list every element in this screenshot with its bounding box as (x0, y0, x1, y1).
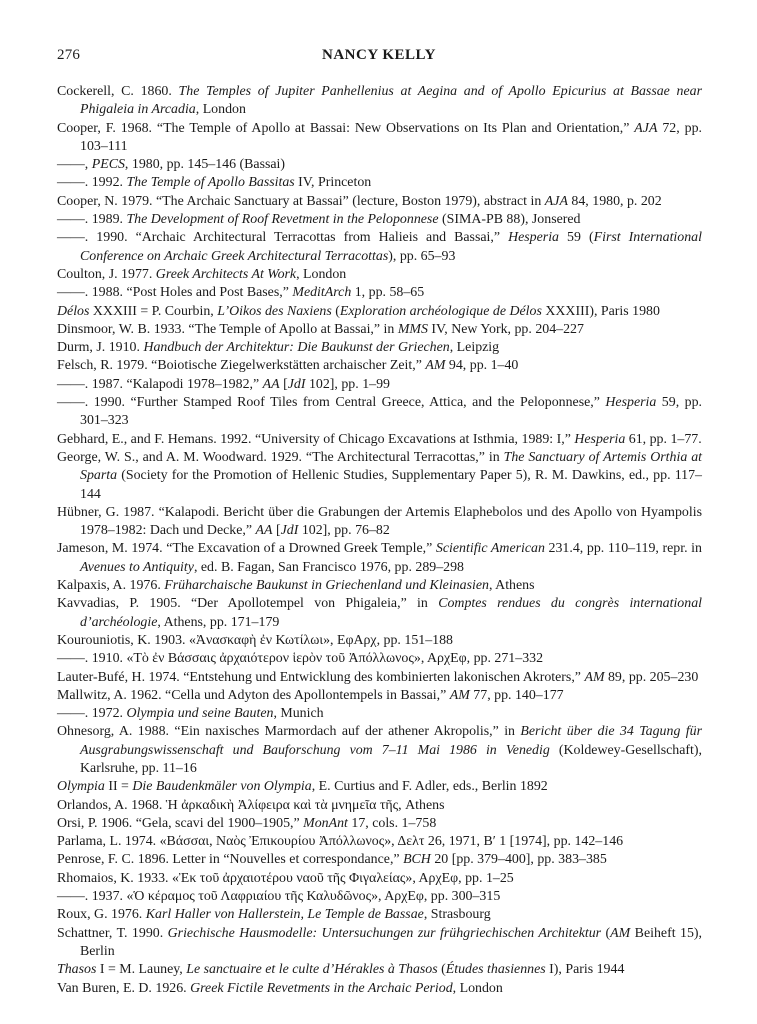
bibliography-entry (57, 577, 702, 595)
bibliography-entry (57, 357, 702, 375)
entry-text: ——. 1990. “Archaic Architectural Terracottas from Halieis and Bassai,” (57, 230, 509, 246)
entry-title-italic: Exploration archéologique de Délos (339, 303, 542, 319)
bibliography-entry (57, 925, 702, 962)
entry-text: Jameson, M. 1974. “The Excavation of a Drowned Greek Temple,” (57, 541, 436, 557)
entry-text: Kalpaxis, A. 1976. (57, 578, 165, 594)
entry-title-italic: AJA (634, 120, 658, 136)
entry-title-italic: First International Conference on Archaic Greek Architectural Terracottas (80, 230, 702, 264)
entry-text: 61, pp. 1–77. (625, 431, 702, 447)
entry-title-italic: Handbuch der Architektur: Die Baukunst der Griechen (143, 340, 450, 356)
entry-text: 59 ( (559, 230, 594, 246)
entry-title-italic: JdI (287, 376, 306, 392)
entry-title-italic: MMS (397, 321, 428, 337)
entry-text: [ (279, 376, 288, 392)
entry-text: Orsi, P. 1906. “Gela, scavi del 1900–1905,” (57, 815, 304, 831)
entry-text: Coulton, J. 1977. (57, 266, 156, 282)
entry-title-italic: Avenues to Antiquity (80, 559, 194, 575)
entry-text: Cockerell, C. 1860. (57, 84, 179, 99)
bibliography-entry (57, 156, 702, 174)
entry-title-italic: Études thasiennes (445, 962, 546, 978)
bibliography-entry (57, 851, 702, 869)
entry-title-italic: Hesperia (508, 230, 560, 246)
bibliography-entry (57, 394, 702, 431)
entry-text: 84, 1980, p. 202 (567, 193, 662, 209)
entry-text: Ohnesorg, A. 1988. “Ein naxisches Marmordach auf der athener Akropolis,” in (57, 724, 521, 740)
entry-title-italic: AJA (544, 193, 568, 209)
entry-text: , London (452, 980, 503, 996)
entry-title-italic: Olympia (57, 779, 105, 795)
entry-title-italic: PECS (91, 157, 125, 173)
entry-text: ——. 1988. “Post Holes and Post Bases,” (57, 285, 293, 301)
entry-text: ——. 1937. «Ὁ κέραμος τοῦ Λαφριαίου τῆς Καλυδῶνος», ΑρχΕφ, pp. 300–315 (57, 889, 501, 905)
entry-title-italic: AM (584, 669, 605, 685)
entry-title-italic: Die Baudenkmäler von Olympia (132, 779, 312, 795)
entry-text: 59, pp. 301–323 (80, 395, 703, 429)
entry-text: 1, pp. 58–65 (351, 285, 425, 301)
bibliography-entry (57, 449, 702, 504)
bibliography-entry (57, 870, 702, 888)
entry-text: Kourouniotis, K. 1903. «Ἀνασκαφὴ ἐν Κωτίλωι», ΕφΑρχ, pp. 151–188 (57, 632, 453, 648)
entry-text: 17, cols. 1–758 (347, 815, 437, 831)
entry-text: ——. 1989. (57, 212, 127, 228)
entry-text: [ (272, 523, 281, 539)
bibliography-entry (57, 723, 702, 778)
bibliography-entry (57, 83, 702, 120)
entry-text: ——, (57, 157, 92, 173)
entry-text: 102], pp. 1–99 (305, 376, 390, 392)
entry-text: (Society for the Promotion of Hellenic Studies, Supplementary Paper 5), R. M. Dawkins, ed., pp. 117–144 (80, 468, 702, 502)
entry-text: Lauter-Bufé, H. 1974. “Entstehung und Entwicklung des kombinierten lakonischen Akroters,” (57, 669, 585, 685)
entry-text: , Athens (488, 578, 535, 594)
entry-title-italic: Le sanctuaire et le culte d’Hérakles à Thasos (186, 962, 438, 978)
entry-title-italic: JdI (280, 523, 299, 539)
entry-title-italic: Hesperia (574, 431, 626, 447)
bibliography-entry (57, 595, 702, 632)
entry-title-italic: AM (425, 358, 446, 374)
entry-text: II = (104, 779, 133, 795)
page-number: 276 (57, 47, 81, 63)
entry-text: 94, pp. 1–40 (445, 358, 519, 374)
bibliography-entry (57, 980, 702, 998)
entry-text: , London (296, 266, 347, 282)
entry-text: XXXIII), Paris 1980 (541, 303, 660, 319)
entry-text: Cooper, N. 1979. “The Archaic Sanctuary at Bassai” (lecture, Boston 1979), abstract in (57, 193, 545, 209)
bibliography-entry (57, 833, 702, 851)
entry-text: Kavvadias, P. 1905. “Der Apollotempel von Phigaleia,” in (57, 596, 439, 612)
entry-text: (Koldewey-Gesellschaft), Karlsruhe, pp. 11–16 (80, 742, 702, 776)
entry-title-italic: Karl Haller von Hallerstein, Le Temple de Bassae (145, 907, 424, 923)
entry-text: Rhomaios, K. 1933. «Ἐκ τοῦ ἀρχαιοτέρου ναοῦ τῆς Φιγαλείας», ΑρχΕφ, pp. 1–25 (57, 870, 514, 886)
entry-text: ( (437, 962, 446, 978)
bibliography-entry (57, 540, 702, 577)
entry-text: 231.4, pp. 110–119, repr. in (544, 541, 702, 557)
entry-text: , Munich (273, 706, 324, 722)
bibliography-entry (57, 888, 702, 906)
entry-title-italic: The Sanctuary of Artemis Orthia at Sparta (80, 449, 702, 484)
entry-text: IV, Princeton (294, 175, 372, 191)
entry-text: ), pp. 65–93 (388, 248, 456, 264)
bibliography-entry (57, 266, 702, 284)
entry-text: 77, pp. 140–177 (469, 687, 564, 703)
entry-text: Durm, J. 1910. (57, 340, 144, 356)
entry-text: Gebhard, E., and F. Hemans. 1992. “University of Chicago Excavations at Isthmia, 1989: I,” (57, 431, 575, 447)
entry-title-italic: Comptes rendues du congrès international d’archéologie (80, 596, 702, 630)
entry-text: , Athens, pp. 171–179 (157, 614, 280, 630)
entry-title-italic: Früharchaische Baukunst in Griechenland und Kleinasien (164, 578, 489, 594)
entry-title-italic: MeditArch (292, 285, 352, 301)
entry-text: Orlandos, A. 1968. Ἡ ἀρκαδικὴ Ἀλίφειρα καὶ τὰ μνημεῖα τῆς, Athens (57, 797, 445, 813)
page-header (57, 47, 701, 67)
bibliography-entry (57, 504, 702, 541)
entry-text: , 1980, pp. 145–146 (Bassai) (124, 157, 286, 173)
entry-title-italic: Griechische Hausmodelle: Untersuchungen zur frühgriechischen Architektur (167, 925, 602, 941)
entry-title-italic: Greek Architects At Work (155, 266, 297, 282)
entry-text: , ed. B. Fagan, San Francisco 1976, pp. 289–298 (193, 559, 465, 575)
entry-title-italic: Délos (57, 303, 90, 319)
bibliography-entry (57, 339, 702, 357)
bibliography-entry (57, 174, 702, 192)
entry-text: Felsch, R. 1979. “Boiotische Ziegelwerkstätten archaischer Zeit,” (57, 358, 426, 374)
bibliography-entry (57, 687, 702, 705)
entry-title-italic: Hesperia (605, 395, 657, 411)
entry-text: Roux, G. 1976. (57, 907, 146, 923)
bibliography-entry (57, 376, 702, 394)
entry-text: ——. 1992. (57, 175, 127, 191)
entry-text: ——. 1987. “Kalapodi 1978–1982,” (57, 376, 263, 392)
entry-text: 20 [pp. 379–400], pp. 383–385 (430, 852, 607, 868)
bibliography-entry (57, 961, 702, 979)
running-head: NANCY KELLY (322, 47, 436, 63)
entry-title-italic: AM (449, 687, 470, 703)
bibliography-entry (57, 193, 702, 211)
bibliography-entry (57, 632, 702, 650)
entry-text: ——. 1910. «Τὸ ἐν Βάσσαις ἀρχαιότερον ἱερὸν τοῦ Ἀπόλλωνος», ΑρχΕφ, pp. 271–332 (57, 651, 544, 667)
entry-text: Parlama, L. 1974. «Βάσσαι, Ναὸς Ἐπικουρίου Ἀπόλλωνος», Δελτ 26, 1971, Β′ 1 [1974], pp. 142–146 (57, 834, 624, 850)
entry-text: IV, New York, pp. 204–227 (427, 321, 584, 337)
entry-text: Dinsmoor, W. B. 1933. “The Temple of Apollo at Bassai,” in (57, 321, 398, 337)
bibliography-entry (57, 284, 702, 302)
bibliography-entry (57, 303, 702, 321)
entry-title-italic: Bericht über die 34 Tagung für Ausgrabungswissenschaft und Bauforschung vom 7–11 Mai 1986 in Venedig (80, 724, 702, 758)
entry-text: Hübner, G. 1987. “Kalapodi. Bericht über die Grabungen der Artemis Elaphebolos und des Apollo von Hyampolis 1978–1982: Dach und Decke,” (57, 504, 702, 539)
bibliography (57, 83, 702, 998)
bibliography-entry (57, 705, 702, 723)
entry-text: ( (601, 925, 611, 941)
bibliography-entry (57, 778, 702, 796)
entry-title-italic: MonAnt (303, 815, 348, 831)
entry-text: ( (331, 303, 340, 319)
bibliography-entry (57, 211, 702, 229)
entry-title-italic: Scientific American (435, 541, 545, 557)
entry-text: , E. Curtius and F. Adler, eds., Berlin 1892 (311, 779, 548, 795)
entry-title-italic: L’Oikos des Naxiens (217, 303, 332, 319)
entry-text: I), Paris 1944 (545, 962, 625, 978)
entry-text: Van Buren, E. D. 1926. (57, 980, 191, 996)
bibliography-entry (57, 815, 702, 833)
bibliography-entry (57, 797, 702, 815)
bibliography-entry (57, 906, 702, 924)
entry-text: Cooper, F. 1968. “The Temple of Apollo at Bassai: New Observations on Its Plan and Orientation,” (57, 120, 635, 136)
entry-text: , London (195, 102, 246, 118)
entry-text: 89, pp. 205–230 (604, 669, 699, 685)
entry-text: ——. 1972. (57, 706, 127, 722)
bibliography-entry (57, 650, 702, 668)
bibliography-entry (57, 431, 702, 449)
entry-text: Penrose, F. C. 1896. Letter in “Nouvelles et correspondance,” (57, 852, 404, 868)
bibliography-entry (57, 120, 702, 157)
entry-title-italic: AM (610, 925, 631, 941)
entry-text: Schattner, T. 1990. (57, 925, 168, 941)
entry-title-italic: AA (262, 376, 280, 392)
entry-title-italic: The Temple of Apollo Bassitas (126, 175, 295, 191)
entry-text: , Strasbourg (423, 907, 491, 923)
entry-text: 72, pp. 103–111 (80, 120, 702, 154)
entry-text: XXXIII = P. Courbin, (89, 303, 218, 319)
bibliography-entry (57, 229, 702, 266)
entry-text: Beiheft 15), Berlin (80, 925, 702, 959)
entry-title-italic: The Development of Roof Revetment in the Peloponnese (126, 212, 439, 228)
entry-text: ——. 1990. “Further Stamped Roof Tiles from Central Greece, Attica, and the Peloponnese,” (57, 395, 606, 411)
entry-text: 102], pp. 76–82 (298, 523, 390, 539)
entry-text: , Leipzig (449, 340, 500, 356)
entry-title-italic: Olympia und seine Bauten (126, 706, 274, 722)
entry-title-italic: Thasos (57, 962, 97, 978)
entry-title-italic: BCH (403, 852, 431, 868)
bibliography-entry (57, 321, 702, 339)
entry-title-italic: The Temples of Jupiter Panhellenius at Aegina and of Apollo Epicurius at Bassae near Phigaleia in Arcadia (80, 84, 702, 118)
entry-title-italic: Greek Fictile Revetments in the Archaic Period (190, 980, 453, 996)
entry-title-italic: AA (255, 523, 273, 539)
bibliography-entry (57, 669, 702, 687)
entry-text: George, W. S., and A. M. Woodward. 1929. “The Architectural Terracottas,” in (57, 449, 504, 465)
entry-text: (SIMA-PB 88), Jonsered (438, 212, 581, 228)
entry-text: Mallwitz, A. 1962. “Cella und Adyton des Apollontempels in Bassai,” (57, 687, 450, 703)
entry-text: I = M. Launey, (96, 962, 187, 978)
